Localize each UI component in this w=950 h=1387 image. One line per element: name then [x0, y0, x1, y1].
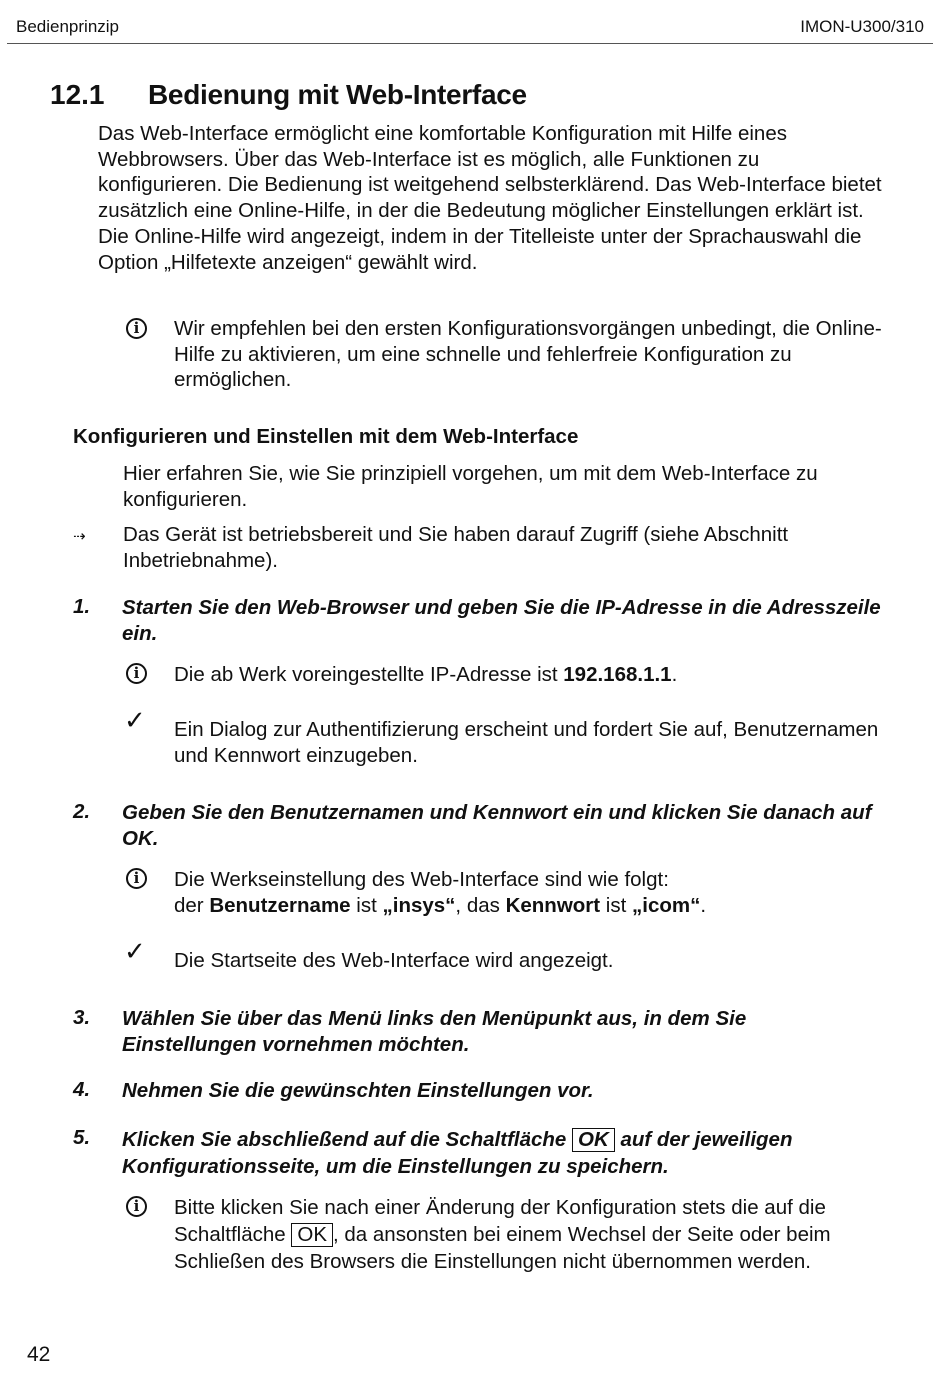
save-reminder-note: Bitte klicken Sie nach einer Änderung der Konfiguration stets die auf die Schaltfläche OK , da ansonsten bei einem Wechsel der Seite oder beim Schließen des Browsers die Einstellungen nicht übernommen werden. — [174, 1196, 831, 1273]
section-title: Bedienung mit Web-Interface — [148, 79, 527, 110]
step-number: 2. — [73, 800, 91, 823]
section-intro-paragraph: Das Web-Interface ermöglicht eine komfortable Konfiguration mit Hilfe eines Webbrowsers. Über das Web-Interface ist es möglich, alle Funktionen zu konfigurieren. Die Bedienung ist weitgehend selbsterklärend. Das Web-Interface bietet zusätzlich eine Online-Hilfe, in der die Bedeutung möglicher Einstellungen erklärt ist. Die Online-Hilfe wird angezeigt, indem in der Titelleiste unter der Sprachauswahl die Option „Hilfetexte anzeigen“ gewählt wird. — [98, 122, 882, 274]
step-number: 3. — [73, 1006, 91, 1029]
online-help-note: Wir empfehlen bei den ersten Konfigurationsvorgängen unbedingt, die Online-Hilfe zu aktivieren, um eine schnelle und fehlerfreie Konfiguration zu ermöglichen. — [174, 317, 882, 392]
precondition-arrow-icon: ⇢ — [73, 527, 86, 545]
step-result: Die Startseite des Web-Interface wird angezeigt. — [174, 949, 614, 972]
step-instruction: Wählen Sie über das Menü links den Menüpunkt aus, in dem Sie Einstellungen vornehmen möchten. — [122, 1007, 747, 1056]
check-icon: ✓ — [124, 937, 146, 967]
subsection-heading: Konfigurieren und Einstellen mit dem Web-Interface — [73, 425, 579, 448]
info-icon: i — [126, 318, 147, 339]
page-number: 42 — [27, 1343, 51, 1366]
check-icon: ✓ — [124, 706, 146, 736]
step-instruction: Klicken Sie abschließend auf die Schaltfläche OK auf der jeweiligen Konfigurationsseite, um die Einstellungen zu speichern. — [122, 1128, 793, 1178]
info-icon: i — [126, 663, 147, 684]
precondition-text: Das Gerät ist betriebsbereit und Sie haben darauf Zugriff (siehe Abschnitt Inbetriebnahme). — [123, 523, 789, 572]
ok-button-reference: OK — [572, 1128, 615, 1152]
default-ip-note: Die ab Werk voreingestellte IP-Adresse ist 192.168.1.1. — [174, 663, 678, 686]
step-result: Ein Dialog zur Authentifizierung erscheint und fordert Sie auf, Benutzernamen und Kennwort einzugeben. — [174, 718, 879, 767]
subsection-intro: Hier erfahren Sie, wie Sie prinzipiell vorgehen, um mit dem Web-Interface zu konfigurieren. — [123, 462, 818, 511]
step-instruction: Nehmen Sie die gewünschten Einstellungen vor. — [122, 1079, 594, 1102]
default-ip-address: 192.168.1.1 — [563, 663, 672, 686]
step-instruction: Geben Sie den Benutzernamen und Kennwort ein und klicken Sie danach auf OK. — [122, 801, 872, 850]
step-number: 5. — [73, 1126, 91, 1149]
step-number: 1. — [73, 595, 91, 618]
running-header-left: Bedienprinzip — [16, 17, 120, 36]
ok-button-reference: OK — [291, 1223, 333, 1247]
info-icon: i — [126, 1196, 147, 1217]
step-number: 4. — [73, 1078, 91, 1101]
running-header-right: IMON-U300/310 — [800, 17, 924, 36]
info-icon: i — [126, 868, 147, 889]
step-instruction: Starten Sie den Web-Browser und geben Sie die IP-Adresse in die Adresszeile ein. — [122, 596, 881, 645]
section-number: 12.1 — [50, 79, 105, 110]
default-credentials-note: Die Werkseinstellung des Web-Interface sind wie folgt: der Benutzername ist „insys“, das Kennwort ist „icom“. — [174, 868, 707, 917]
header-rule — [7, 43, 933, 44]
